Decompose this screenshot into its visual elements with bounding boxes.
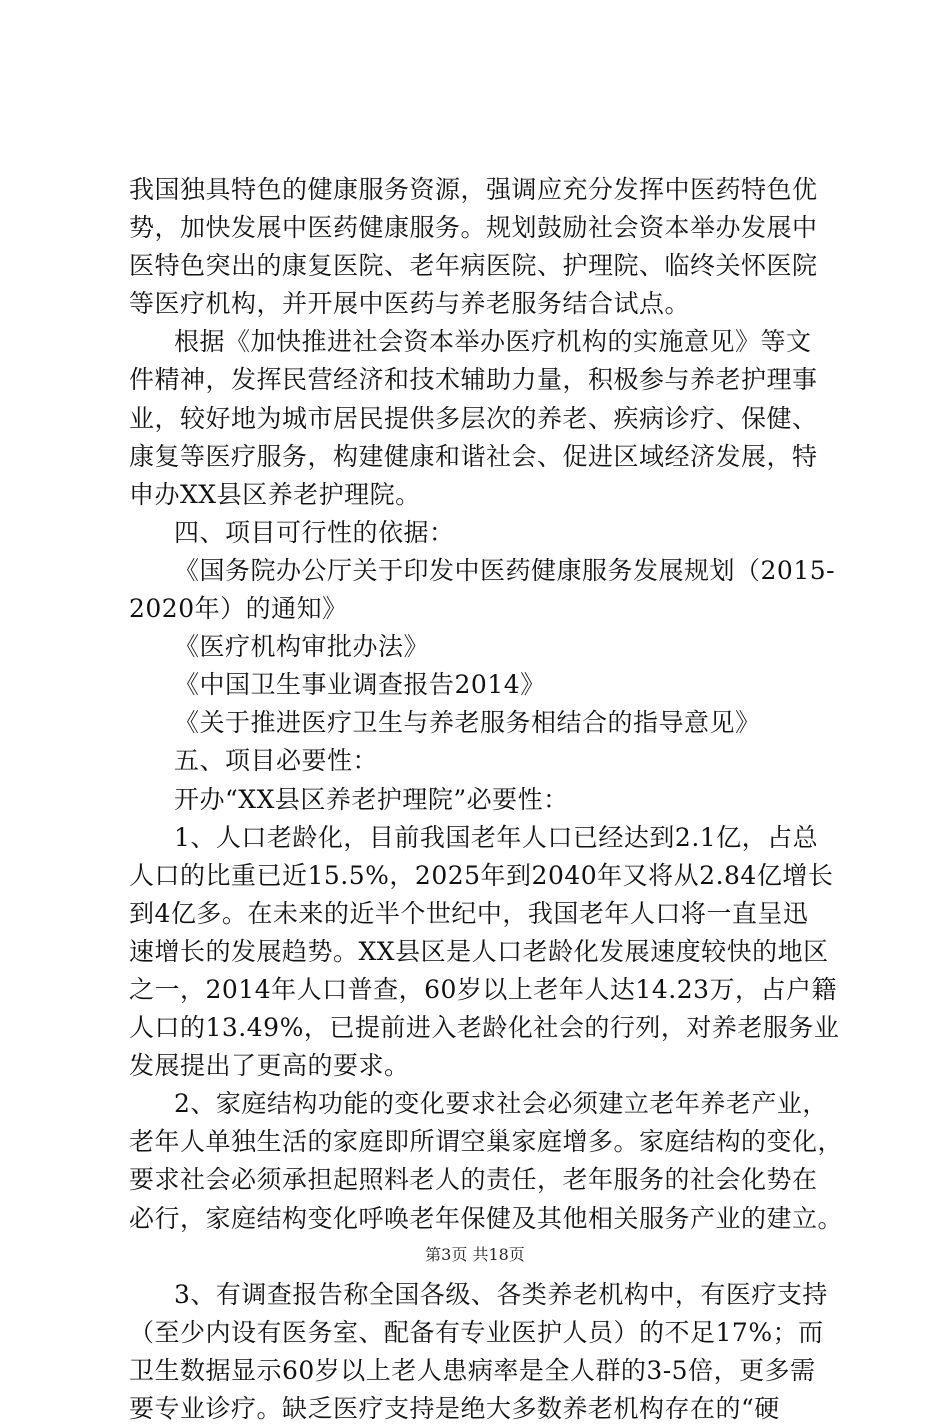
paragraph-line: 医特色突出的康复医院、老年病医院、护理院、临终关怀医院: [129, 251, 818, 281]
basis-item: 《国务院办公厅关于印发中医药健康服务发展规划（2015-: [174, 555, 836, 585]
paragraph-line: 等医疗机构，并开展中医药与养老服务结合试点。: [129, 289, 691, 319]
paragraph-line: 之一，2014年人口普查，60岁以上老年人达14.23万，占户籍: [129, 974, 838, 1004]
paragraph-line: 我国独具特色的健康服务资源，强调应充分发挥中医药特色优: [129, 175, 818, 204]
paragraph-line: 3、有调查报告称全国各级、各类养老机构中，有医疗支持: [174, 1279, 828, 1309]
basis-item: 《医疗机构审批办法》: [174, 632, 430, 662]
paragraph-line: 老年人单独生活的家庭即所谓空巢家庭增多。家庭结构的变化，: [129, 1127, 844, 1157]
paragraph-line: 卫生数据显示60岁以上老人患病率是全人群的3-5倍，更多需: [129, 1355, 816, 1385]
paragraph-line: 2、家庭结构功能的变化要求社会必须建立老年养老产业，: [174, 1089, 828, 1119]
paragraph-line: 要求社会必须承担起照料老人的责任，老年服务的社会化势在: [129, 1165, 818, 1195]
paragraph-line: 势，加快发展中医药健康服务。规划鼓励社会资本举办发展中: [129, 213, 818, 243]
paragraph-line: 康复等医疗服务，构建健康和谐社会、促进区域经济发展，特: [129, 441, 818, 471]
paragraph-line: 到4亿多。在未来的近半个世纪中，我国老年人口将一直呈迅: [129, 898, 809, 928]
paragraph-line: 件精神，发挥民营经济和技术辅助力量，积极参与养老护理事: [129, 365, 818, 395]
paragraph-line: 人口的13.49%，已提前进入老龄化社会的行列，对养老服务业: [129, 1013, 840, 1043]
paragraph-line: 申办XX县区养老护理院。: [129, 479, 421, 509]
section-heading: 五、项目必要性：: [174, 746, 379, 776]
paragraph-line: 开办“XX县区养老护理院”必要性：: [174, 784, 569, 814]
paragraph-line: 1、人口老龄化，目前我国老年人口已经达到2.1亿，占总: [174, 822, 819, 852]
page-number: 第3页 共18页: [425, 1245, 525, 1264]
document-body: [129, 171, 844, 1428]
section-heading: 四、项目可行性的依据：: [174, 517, 455, 547]
paragraph-line: （至少内设有医务室、配备有专业医护人员）的不足17%；而: [129, 1317, 824, 1347]
paragraph-line: 业，较好地为城市居民提供多层次的养老、疾病诊疗、保健、: [129, 403, 818, 433]
paragraph-line: 根据《加快推进社会资本举办医疗机构的实施意见》等文: [174, 327, 812, 357]
basis-item: 《中国卫生事业调查报告2014》: [174, 670, 546, 700]
paragraph-line: 必行，家庭结构变化呼唤老年保健及其他相关服务产业的建立。: [129, 1203, 844, 1233]
paragraph-line: 要专业诊疗。缺乏医疗支持是绝大多数养老机构存在的“硬: [129, 1393, 780, 1423]
paragraph-line: 人口的比重已近15.5%，2025年到2040年又将从2.84亿增长: [129, 860, 834, 890]
basis-item: 《关于推进医疗卫生与养老服务相结合的指导意见》: [174, 708, 761, 738]
basis-item: 2020年）的通知》: [129, 594, 348, 624]
paragraph-line: 发展提出了更高的要求。: [129, 1051, 410, 1081]
paragraph-line: 速增长的发展趋势。XX县区是人口老龄化发展速度较快的地区: [129, 936, 829, 966]
